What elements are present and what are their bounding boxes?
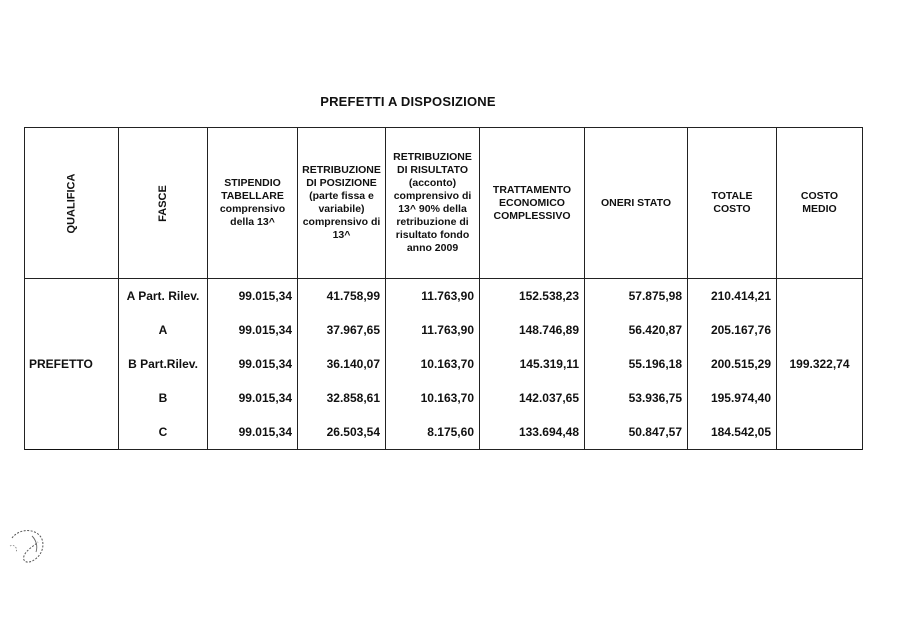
oneri-cell: 50.847,57 <box>585 415 688 450</box>
totale-cell: 195.974,40 <box>688 381 777 415</box>
header-oneri: ONERI STATO <box>585 128 688 279</box>
posizione-cell: 32.858,61 <box>298 381 386 415</box>
trattamento-cell: 142.037,65 <box>480 381 585 415</box>
fascia-cell: C <box>119 415 208 450</box>
trattamento-cell: 145.319,11 <box>480 347 585 381</box>
fascia-cell: A Part. Rilev. <box>119 279 208 314</box>
risultato-cell: 11.763,90 <box>386 313 480 347</box>
stipendio-cell: 99.015,34 <box>208 381 298 415</box>
fascia-cell: A <box>119 313 208 347</box>
table-row <box>25 347 863 381</box>
totale-cell: 184.542,05 <box>688 415 777 450</box>
risultato-cell: 11.763,90 <box>386 279 480 314</box>
posizione-cell: 36.140,07 <box>298 347 386 381</box>
header-qualifica: QUALIFICA <box>25 128 119 279</box>
totale-cell: 200.515,29 <box>688 347 777 381</box>
risultato-cell: 10.163,70 <box>386 347 480 381</box>
oneri-cell: 56.420,87 <box>585 313 688 347</box>
risultato-cell: 8.175,60 <box>386 415 480 450</box>
oneri-cell: 57.875,98 <box>585 279 688 314</box>
totale-cell: 205.167,76 <box>688 313 777 347</box>
header-totale: TOTALE COSTO <box>688 128 777 279</box>
fascia-cell: B Part.Rilev. <box>119 347 208 381</box>
header-risultato: RETRIBUZIONE DI RISULTATO (acconto) comprensivo di 13^ 90% della retribuzione di risultato fondo anno 2009 <box>386 128 480 279</box>
header-costo-medio: COSTO MEDIO <box>777 128 863 279</box>
document-title: PREFETTI A DISPOSIZIONE <box>320 94 496 109</box>
trattamento-cell: 152.538,23 <box>480 279 585 314</box>
cost-table <box>24 127 863 450</box>
posizione-cell: 41.758,99 <box>298 279 386 314</box>
risultato-cell: 10.163,70 <box>386 381 480 415</box>
header-stipendio: STIPENDIO TABELLARE comprensivo della 13^ <box>208 128 298 279</box>
oneri-cell: 55.196,18 <box>585 347 688 381</box>
totale-cell: 210.414,21 <box>688 279 777 314</box>
posizione-cell: 26.503,54 <box>298 415 386 450</box>
header-trattamento: TRATTAMENTO ECONOMICO COMPLESSIVO <box>480 128 585 279</box>
trattamento-cell: 133.694,48 <box>480 415 585 450</box>
fascia-cell: B <box>119 381 208 415</box>
header-fasce: FASCE <box>119 128 208 279</box>
header-posizione: RETRIBUZIONE DI POSIZIONE (parte fissa e variabile) comprensivo di 13^ <box>298 128 386 279</box>
stipendio-cell: 99.015,34 <box>208 279 298 314</box>
table-row <box>25 313 863 347</box>
trattamento-cell: 148.746,89 <box>480 313 585 347</box>
posizione-cell: 37.967,65 <box>298 313 386 347</box>
stipendio-cell: 99.015,34 <box>208 313 298 347</box>
table-row <box>25 279 863 314</box>
oneri-cell: 53.936,75 <box>585 381 688 415</box>
table-row <box>25 415 863 450</box>
stipendio-cell: 99.015,34 <box>208 347 298 381</box>
stipendio-cell: 99.015,34 <box>208 415 298 450</box>
qualifica-cell: PREFETTO <box>25 279 119 450</box>
costo-medio-cell: 199.322,74 <box>777 279 863 450</box>
header-row <box>25 128 863 279</box>
table-row <box>25 381 863 415</box>
signature-icon <box>8 524 50 568</box>
